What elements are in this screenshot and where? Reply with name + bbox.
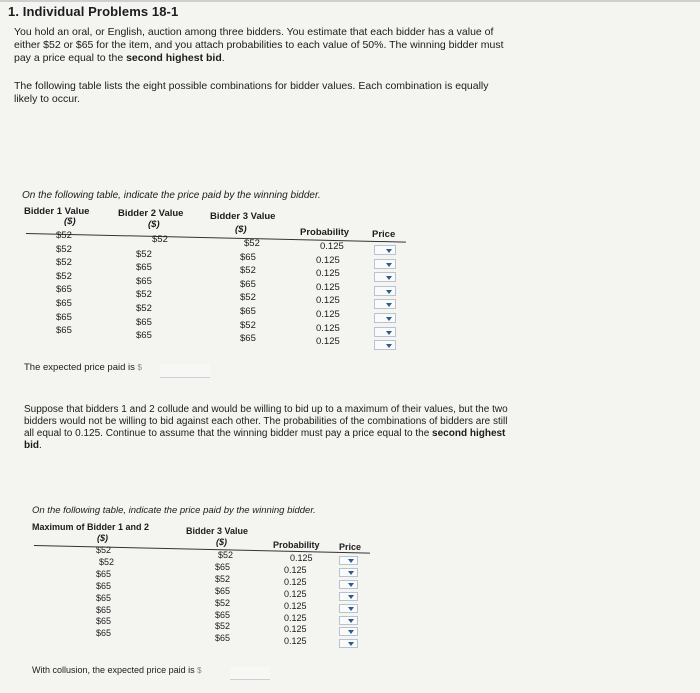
table1-cell-bidder1: $52 <box>56 270 72 282</box>
chevron-down-icon <box>348 559 354 563</box>
chevron-down-icon <box>348 595 354 599</box>
table1-price-dropdown[interactable] <box>374 259 396 269</box>
table2-unit-b12: ($) <box>97 533 108 543</box>
chevron-down-icon <box>348 642 354 646</box>
table2-cell-probability: 0.125 <box>290 553 313 563</box>
table1-cell-bidder1: $65 <box>56 325 72 337</box>
table1-cell-probability: 0.125 <box>316 309 340 320</box>
table2-cell-probability: 0.125 <box>284 600 307 611</box>
table2-price-dropdown[interactable] <box>339 580 358 589</box>
table2-cell-max-b12: $65 <box>96 628 112 639</box>
table1-price-dropdown[interactable] <box>374 327 396 337</box>
table2-price-dropdown[interactable] <box>339 592 358 601</box>
table2-price-dropdown[interactable] <box>339 616 358 625</box>
chevron-down-icon <box>348 607 354 611</box>
table2-header-probability: Probability <box>273 540 320 550</box>
table1-cell-bidder1: $65 <box>56 298 72 309</box>
intro-paragraph-2: The following table lists the eight possible combinations for bidder values. Each combination is equally likely to occur. <box>14 80 489 105</box>
chevron-down-icon <box>386 331 392 335</box>
table1-cell-probability: 0.125 <box>316 322 340 334</box>
table2-cell-bidder3: $65 <box>215 633 231 644</box>
table1-cell-bidder3: $52 <box>244 238 260 249</box>
table1-cell-bidder3: $65 <box>240 306 256 317</box>
table2-cell-max-b12: $65 <box>96 604 112 615</box>
table2-header-price: Price <box>339 542 362 552</box>
table1-cell-bidder2: $65 <box>136 275 152 287</box>
table1-unit-b3: ($) <box>235 224 247 235</box>
table1-unit-b1: ($) <box>64 216 76 227</box>
table1-cell-bidder2: $52 <box>152 234 168 245</box>
table2-cell-max-b12: $52 <box>99 556 115 567</box>
table2-cell-bidder3: $52 <box>215 573 231 584</box>
table1-cell-probability: 0.125 <box>316 268 340 280</box>
chevron-down-icon <box>386 263 392 267</box>
table1-cell-bidder1: $52 <box>56 243 72 255</box>
table2-instruction: On the following table, indicate the price paid by the winning bidder. <box>32 505 316 516</box>
table2-cell-max-b12: $65 <box>96 580 112 591</box>
table1-unit-b2: ($) <box>148 219 160 230</box>
table2-cell-probability: 0.125 <box>284 564 307 575</box>
chevron-down-icon <box>348 583 354 587</box>
table2-price-dropdown[interactable] <box>339 556 358 565</box>
table1-header-probability: Probability <box>300 227 350 238</box>
table1-cell-bidder3: $65 <box>240 251 256 263</box>
table1-cell-probability: 0.125 <box>316 295 340 307</box>
table2-cell-max-b12: $52 <box>96 545 112 555</box>
table1-cell-bidder2: $52 <box>136 303 152 314</box>
chevron-down-icon <box>348 571 354 575</box>
expected-price-input[interactable] <box>160 364 210 378</box>
chevron-down-icon <box>386 249 392 253</box>
top-divider <box>0 0 700 2</box>
table2-header-rule <box>34 545 370 554</box>
table1-cell-bidder3: $52 <box>240 292 256 304</box>
table2-cell-probability: 0.125 <box>284 576 307 587</box>
chevron-down-icon <box>386 344 392 348</box>
table2-cell-probability: 0.125 <box>284 612 307 623</box>
table1-cell-probability: 0.125 <box>316 336 340 348</box>
table2-cell-probability: 0.125 <box>284 588 307 599</box>
table1-cell-bidder3: $52 <box>240 319 256 331</box>
table1-price-dropdown[interactable] <box>374 313 396 323</box>
table1-price-dropdown[interactable] <box>374 272 396 282</box>
collusion-paragraph: Suppose that bidders 1 and 2 collude and would be willing to bid up to a maximum of their values, but the two bidders would not be willing to bid against each other. The probabilities of the combinations of bidders are still all equal to 0.125. Continue to assume that the winning bidder must pay a price equal to the second highest bid. <box>24 404 508 451</box>
table2-header-bidder3: Bidder 3 Value <box>186 526 249 536</box>
table1-expected-label: The expected price paid is $ <box>24 362 142 373</box>
table1-cell-probability: 0.125 <box>316 281 340 293</box>
table1-price-dropdown[interactable] <box>374 299 396 309</box>
table1-header-bidder2: Bidder 2 Value <box>118 208 184 219</box>
table2-cell-max-b12: $65 <box>96 592 112 603</box>
table1-cell-bidder2: $65 <box>136 330 152 342</box>
table2-header-max-b12: Maximum of Bidder 1 and 2 <box>32 522 150 532</box>
table2-cell-max-b12: $65 <box>96 616 112 627</box>
table1-instruction: On the following table, indicate the price paid by the winning bidder. <box>22 190 321 201</box>
table2-cell-bidder3: $65 <box>215 585 231 596</box>
table1-cell-bidder3: $65 <box>240 333 256 345</box>
table1-cell-probability: 0.125 <box>316 254 340 266</box>
table1-cell-probability: 0.125 <box>320 241 344 252</box>
table1-cell-bidder3: $65 <box>240 278 256 290</box>
table2-cell-bidder3: $52 <box>215 597 231 608</box>
table1-header-price: Price <box>372 229 396 240</box>
table1-cell-bidder2: $65 <box>136 316 152 328</box>
table2-cell-probability: 0.125 <box>284 636 307 647</box>
chevron-down-icon <box>386 276 392 280</box>
table1-price-dropdown[interactable] <box>374 245 396 255</box>
table1-cell-bidder1: $65 <box>56 284 72 296</box>
table1-price-dropdown[interactable] <box>374 286 396 296</box>
table1-cell-bidder2: $52 <box>136 289 152 301</box>
table2-cell-max-b12: $65 <box>96 568 112 579</box>
table2-price-dropdown[interactable] <box>339 604 358 613</box>
page-title: 1. Individual Problems 18-1 <box>8 4 179 19</box>
table2-price-dropdown[interactable] <box>339 568 358 577</box>
table1-cell-bidder2: $65 <box>136 262 152 274</box>
table2-cell-bidder3: $65 <box>215 561 231 572</box>
table2-price-dropdown[interactable] <box>339 627 358 636</box>
table1-cell-bidder2: $52 <box>136 248 152 260</box>
table1-cell-bidder3: $52 <box>240 265 256 277</box>
table1-cell-bidder1: $52 <box>56 230 72 241</box>
chevron-down-icon <box>386 290 392 294</box>
table1-header-bidder3: Bidder 3 Value <box>210 211 276 222</box>
table2-cell-bidder3: $65 <box>215 609 231 620</box>
table2-expected-label: With collusion, the expected price paid is $ <box>32 665 202 675</box>
table1-price-dropdown[interactable] <box>374 340 396 350</box>
table2-price-dropdown[interactable] <box>339 639 358 648</box>
table1-cell-bidder1: $52 <box>56 257 72 269</box>
table2-unit-b3: ($) <box>216 537 227 547</box>
table2-cell-bidder3: $52 <box>215 621 231 632</box>
intro-paragraph-1: You hold an oral, or English, auction among three bidders. You estimate that each bidder has a value of either $52 or $65 for the item, and you attach probabilities to each value of 50%. The winning bidder must pay a price equal to the second highest bid. <box>14 26 504 64</box>
table1-header-bidder1: Bidder 1 Value <box>24 206 90 217</box>
table2-cell-probability: 0.125 <box>284 624 307 635</box>
table2-cell-bidder3: $52 <box>218 550 234 560</box>
chevron-down-icon <box>386 317 392 321</box>
chevron-down-icon <box>348 630 354 634</box>
chevron-down-icon <box>386 303 392 307</box>
collusion-expected-price-input[interactable] <box>230 667 270 680</box>
table1-cell-bidder1: $65 <box>56 311 72 323</box>
chevron-down-icon <box>348 619 354 623</box>
